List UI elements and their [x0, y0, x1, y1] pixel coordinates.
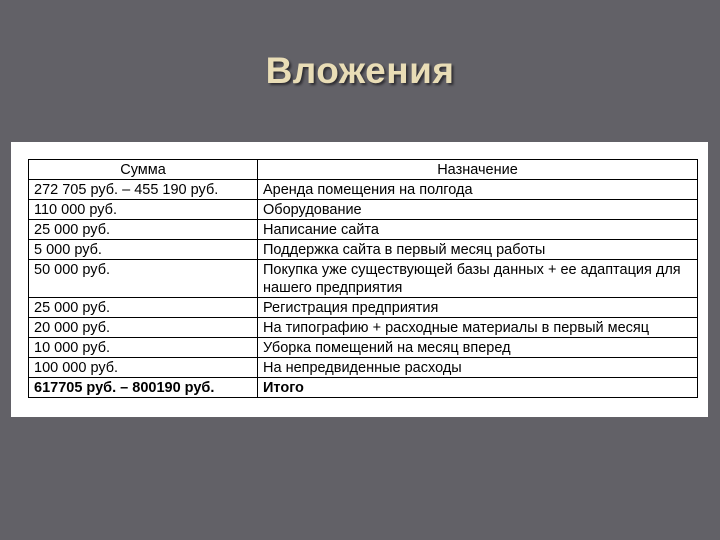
investment-table [28, 159, 698, 398]
row-purpose: Регистрация предприятия [258, 298, 698, 318]
table-panel [11, 142, 708, 417]
table-row [29, 220, 698, 240]
header-amount: Сумма [29, 160, 258, 180]
table-row [29, 358, 698, 378]
table-header-row [29, 160, 698, 180]
row-amount: 25 000 руб. [29, 298, 258, 318]
row-purpose: Аренда помещения на полгода [258, 180, 698, 200]
row-purpose: Уборка помещений на месяц вперед [258, 338, 698, 358]
table-row [29, 260, 698, 298]
row-amount: 25 000 руб. [29, 220, 258, 240]
row-purpose: На непредвиденные расходы [258, 358, 698, 378]
row-amount: 50 000 руб. [29, 260, 258, 298]
table-row [29, 318, 698, 338]
table-row [29, 200, 698, 220]
table-row [29, 338, 698, 358]
row-purpose: Написание сайта [258, 220, 698, 240]
total-row [29, 378, 698, 398]
row-purpose: Оборудование [258, 200, 698, 220]
table-row [29, 240, 698, 260]
table-row [29, 180, 698, 200]
row-purpose: На типографию + расходные материалы в первый месяц [258, 318, 698, 338]
row-amount: 272 705 руб. – 455 190 руб. [29, 180, 258, 200]
row-amount: 5 000 руб. [29, 240, 258, 260]
row-amount: 10 000 руб. [29, 338, 258, 358]
row-amount: 110 000 руб. [29, 200, 258, 220]
total-amount: 617705 руб. – 800190 руб. [29, 378, 258, 398]
row-purpose: Поддержка сайта в первый месяц работы [258, 240, 698, 260]
row-purpose: Покупка уже существующей базы данных + ее адаптация для нашего предприятия [258, 260, 698, 298]
row-amount: 20 000 руб. [29, 318, 258, 338]
total-label: Итого [258, 378, 698, 398]
row-amount: 100 000 руб. [29, 358, 258, 378]
slide-title: Вложения [265, 50, 455, 91]
header-purpose: Назначение [258, 160, 698, 180]
table-row [29, 298, 698, 318]
